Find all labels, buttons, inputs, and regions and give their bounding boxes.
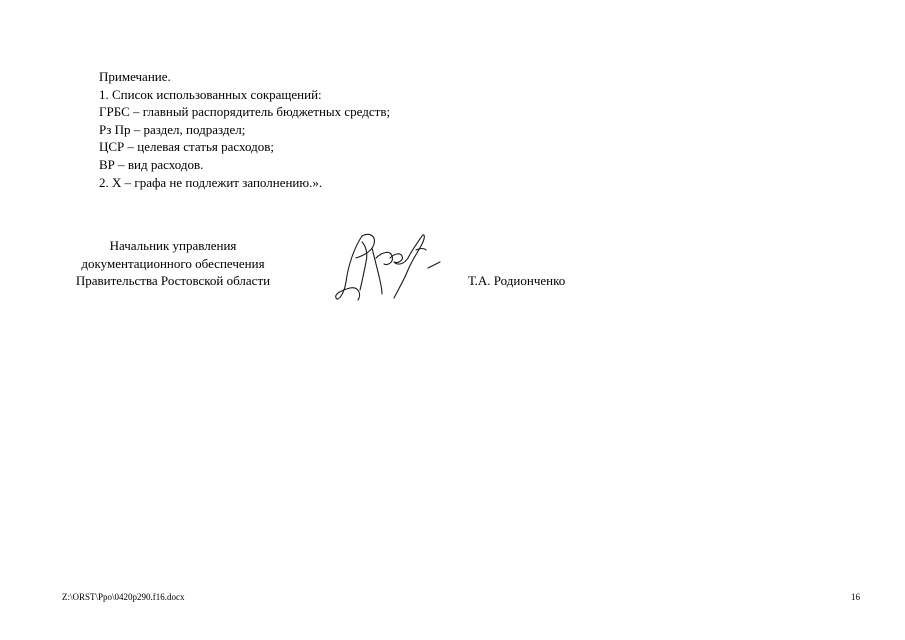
handwritten-signature bbox=[332, 228, 444, 310]
footer-file-path: Z:\ORST\Ppo\0420p290.f16.docx bbox=[62, 592, 185, 602]
signer-name: Т.А. Родионченко bbox=[468, 273, 566, 288]
position-line-2: документационного обеспечения bbox=[81, 255, 265, 271]
position-line-1: Начальник управления bbox=[109, 238, 237, 253]
position-line-3: Правительства Ростовской области bbox=[75, 273, 271, 289]
note-line-csr: ЦСР – целевая статья расходов; bbox=[99, 139, 274, 155]
note-title: Примечание. bbox=[99, 69, 171, 84]
note-section bbox=[99, 68, 390, 191]
note-line-abbreviations-heading: 1. Список использованных сокращений: bbox=[99, 86, 322, 102]
page-number: 16 bbox=[851, 592, 860, 602]
note-line-x-column: 2. Х – графа не подлежит заполнению.». bbox=[99, 174, 323, 190]
note-line-vr: ВР – вид расходов. bbox=[99, 156, 204, 172]
note-line-grbs: ГРБС – главный распорядитель бюджетных средств; bbox=[99, 104, 391, 120]
note-line-rz-pr: Рз Пр – раздел, подраздел; bbox=[99, 121, 246, 137]
signatory-position bbox=[56, 237, 290, 290]
